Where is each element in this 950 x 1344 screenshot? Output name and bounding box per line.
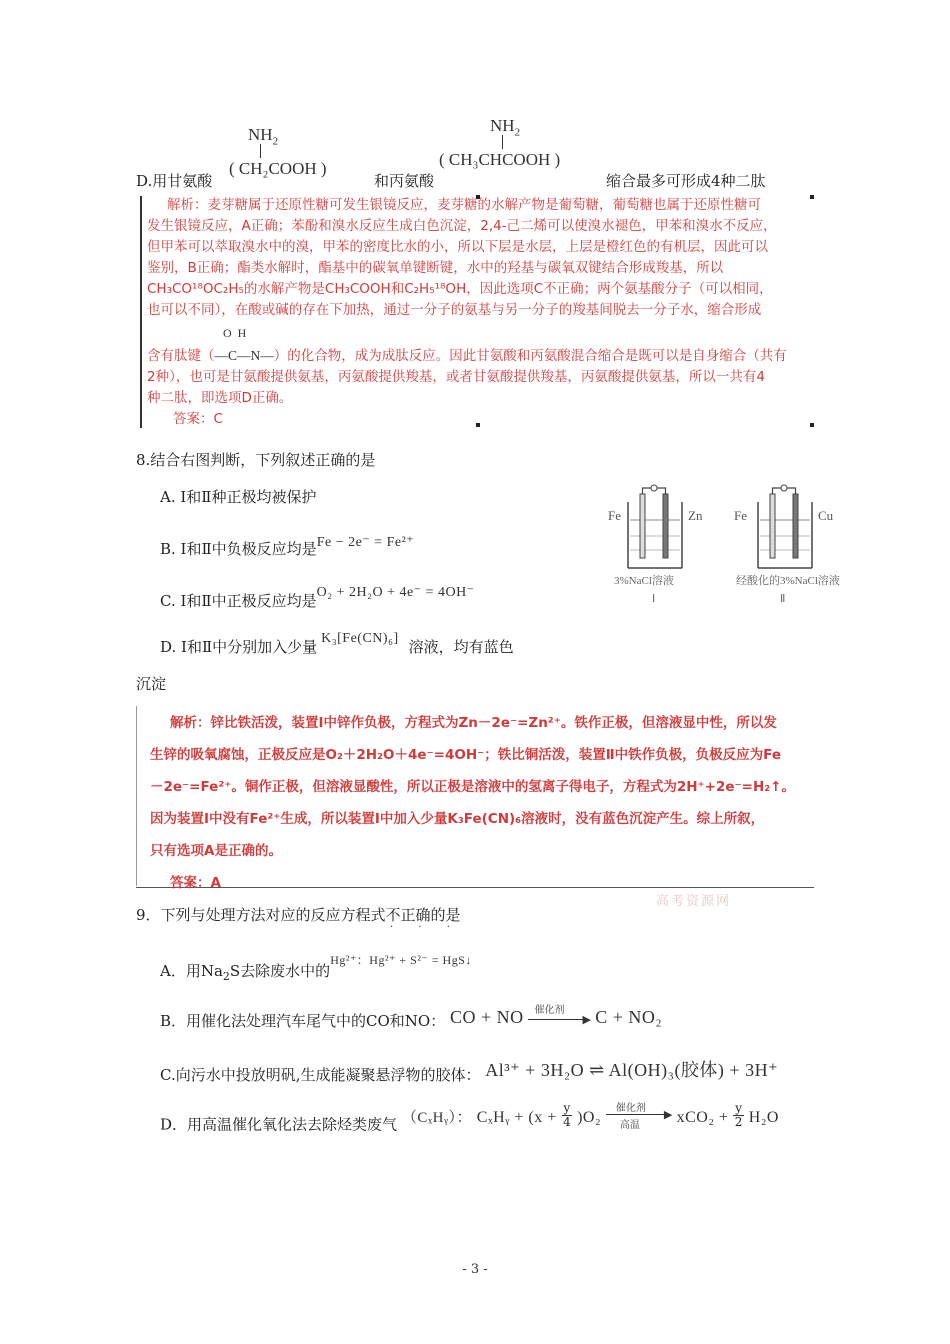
- q9-option-d: [160, 1101, 779, 1139]
- fig1-caption: 3%NaCl溶液: [614, 575, 674, 587]
- ala-nh-sub: 2: [514, 126, 521, 139]
- q9d-formula-b: CₓHᵧ + (x +: [476, 1108, 557, 1126]
- q7d-mid: 和丙氨酸: [374, 172, 435, 190]
- ala-main: CH₃CHCOOH: [448, 150, 551, 169]
- gly-main: CH₂COOH: [238, 159, 317, 178]
- fig1-left: Fe: [608, 508, 621, 523]
- q9d-frac1: [562, 1102, 573, 1129]
- q9d-formula-a: （CₓHᵧ）：: [401, 1109, 472, 1126]
- q8c-text: C. Ⅰ和Ⅱ中正极反应均是: [160, 592, 317, 610]
- q9b-catalyst: 催化剂: [534, 1005, 565, 1016]
- analysis7-line-3: 但甲苯可以萃取溴水中的溴，甲苯的密度比水的小，所以下层是水层，上层是橙红色的有机层，因此可以: [147, 239, 768, 255]
- q7d-label: D.用甘氨酸: [136, 172, 213, 190]
- analysis7-line-1: 解析：麦芽糖属于还原性糖可发生银镜反应，麦芽糖的水解产物是葡萄糖，葡萄糖也属于还原性糖可: [167, 197, 761, 213]
- fig2-left: Fe: [734, 508, 747, 523]
- q8-option-a: A. Ⅰ和Ⅱ种正极均被保护: [160, 488, 317, 506]
- q9-option-c: [160, 1060, 778, 1086]
- q9d-formula-c: )O₂: [577, 1108, 602, 1126]
- analysis7-line-4: 鉴别，B正确；酯类水解时，酯基中的碳氧单键断键，水中的羟基与碳氧双键结合形成羧基，所以: [147, 260, 724, 276]
- analysis7-bond-line: [147, 345, 812, 367]
- q8b-text: B. Ⅰ和Ⅱ中负极反应均是: [160, 540, 317, 558]
- q9a-sub: 2: [222, 970, 230, 983]
- bond-prefix: 含有肽键（: [147, 348, 215, 364]
- q9-emphasis-dots: · · ·: [390, 922, 461, 933]
- q8-option-c: [160, 585, 475, 611]
- analysis7-bracket: [140, 196, 142, 428]
- q9c-formula: Al³⁺ + 3H₂O ⇌ Al(OH)₃(胶体) + 3H⁺: [485, 1060, 779, 1080]
- q9b-arrow: 催化剂 ▶: [528, 1013, 590, 1031]
- analysis8-line-5: 只有选项A是正确的。: [150, 843, 282, 859]
- bond-suffix: ）的化合物，成为成肽反应。因此甘氨酸和丙氨酸混合缩合是既可以是自身缩合（共有: [273, 348, 787, 364]
- page-number: - 3 -: [462, 1262, 488, 1277]
- q8b-formula: Fe − 2e⁻ = Fe²⁺: [316, 535, 415, 550]
- peptide-bond-top: O H: [223, 326, 247, 340]
- q9-option-a: [160, 953, 472, 983]
- q9a-tail: S去除废水中的: [229, 962, 331, 980]
- q9b-text: B．用催化法处理汽车尾气中的CO和NO：: [160, 1012, 446, 1030]
- fig2-right: Cu: [818, 508, 834, 523]
- q9d-frac2: [733, 1102, 744, 1129]
- analysis7-line-5: CH₃CO¹⁸OC₂H₅的水解产物是CH₃COOH和C₂H₅¹⁸OH，因此选项C不正确；两个氨基酸分子（可以相同，: [147, 281, 773, 297]
- analysis8: [150, 707, 815, 899]
- ala-nh: NH: [490, 116, 515, 135]
- q8d-text: D. Ⅰ和Ⅱ中分别加入少量: [160, 638, 318, 656]
- analysis8-answer: 答案：A: [170, 875, 221, 891]
- analysis7: [147, 195, 812, 430]
- q9d-frac2-num: y: [735, 1101, 743, 1115]
- q9d-frac1-den: 4: [563, 1115, 571, 1129]
- q9c-text: C.向污水中投放明矾,生成能凝聚悬浮物的胶体：: [160, 1066, 481, 1084]
- analysis7-tail-2: 种二肽，即选项D正确。: [147, 390, 293, 406]
- q9b-formula-left: CO + NO: [450, 1007, 524, 1027]
- q8c-formula: O₂ + 2H₂O + 4e⁻ = 4OH⁻: [316, 585, 475, 600]
- q9d-frac2-den: 2: [734, 1115, 743, 1129]
- analysis7-tail-1: 2种），也可是甘氨酸提供氨基，丙氨酸提供羧基，或者甘氨酸提供羧基，丙氨酸提供氨基，所以一共有4: [147, 369, 765, 385]
- q8d-formula: K₃[Fe(CN)₆]: [321, 631, 399, 646]
- analysis8-line-1: 解析：锌比铁活泼，装置Ⅰ中锌作负极，方程式为Zn－2e⁻=Zn²⁺。铁作正极，但溶液显中性，所以发: [170, 715, 777, 731]
- q8-figure: [600, 480, 870, 610]
- fig1-right: Zn: [688, 508, 703, 523]
- q9a-text: A．用Na: [160, 962, 223, 980]
- q9d-formula-e: H₂O: [748, 1108, 779, 1126]
- q8-option-d-wrap: 沉淀: [136, 675, 167, 693]
- fig2-caption: 经酸化的3%NaCl溶液: [736, 575, 840, 587]
- analysis7-line-2: 发生银镜反应，A正确；苯酚和溴水反应生成白色沉淀，2,4-己二烯可以使溴水褪色，甲苯和溴水不反应，: [147, 218, 777, 234]
- q9-stem: 9．下列与处理方法对应的反应方程式不正确的是: [136, 906, 461, 924]
- q7d-end: 缩合最多可形成4种二肽: [606, 172, 766, 190]
- q8d-tail: 溶液，均有蓝色: [408, 638, 514, 656]
- q9d-formula-d: xCO₂ +: [676, 1108, 729, 1126]
- analysis7-answer: 答案：C: [173, 411, 223, 427]
- q8-option-d: [160, 631, 514, 657]
- analysis8-line-3: －2e⁻=Fe²⁺。铜作正极，但溶液显酸性，所以正极是溶液中的氢离子得电子，方程式为2H⁺+2e⁻=H₂↑。: [150, 779, 795, 795]
- cell-1: [628, 485, 682, 568]
- peptide-bond-figure: [147, 321, 812, 345]
- analysis8-bracket: [136, 706, 137, 886]
- q9d-text: D．用高温催化氧化法去除烃类废气: [160, 1115, 398, 1134]
- analysis8-line-4: 因为装置Ⅰ中没有Fe²⁺生成，所以装置Ⅰ中加入少量K₃Fe(CN)₆溶液时，没有蓝色沉淀产生。综上所叙，: [150, 811, 765, 827]
- gly-nh-sub: 2: [272, 135, 279, 148]
- fig1-label: Ⅰ: [652, 593, 656, 605]
- fig2-label: Ⅱ: [780, 593, 786, 605]
- q8-stem: 8.结合右图判断，下列叙述正确的是: [136, 451, 376, 469]
- q9d-frac1-num: y: [563, 1101, 571, 1115]
- q9d-cat-top: 催化剂: [615, 1102, 646, 1114]
- q9d-arrow: 催化剂 ▶ 高温: [606, 1103, 672, 1129]
- analysis7-line-6: 也可以不同），在酸或碱的存在下加热，通过一分子的氨基与另一分子的羧基间脱去一分子水，缩合形成: [147, 302, 762, 318]
- q8-option-b: [160, 535, 415, 559]
- q9d-cat-bot: 高温: [619, 1119, 640, 1131]
- q9b-formula-right: C + NO₂: [595, 1007, 663, 1027]
- analysis8-line-2: 生锌的吸氧腐蚀，正极反应是O₂＋2H₂O＋4e⁻=4OH⁻；铁比铜活泼，装置Ⅱ中铁作负极，负极反应为Fe: [150, 747, 781, 763]
- cell-2: [758, 485, 812, 568]
- q9-option-b: [160, 1005, 663, 1031]
- watermark: 高考资源网: [656, 894, 732, 909]
- peptide-bond: —C—N—: [214, 348, 274, 363]
- q9a-formula: Hg²⁺：Hg²⁺ + S²⁻ = HgS↓: [330, 953, 472, 967]
- gly-nh: NH: [248, 125, 273, 144]
